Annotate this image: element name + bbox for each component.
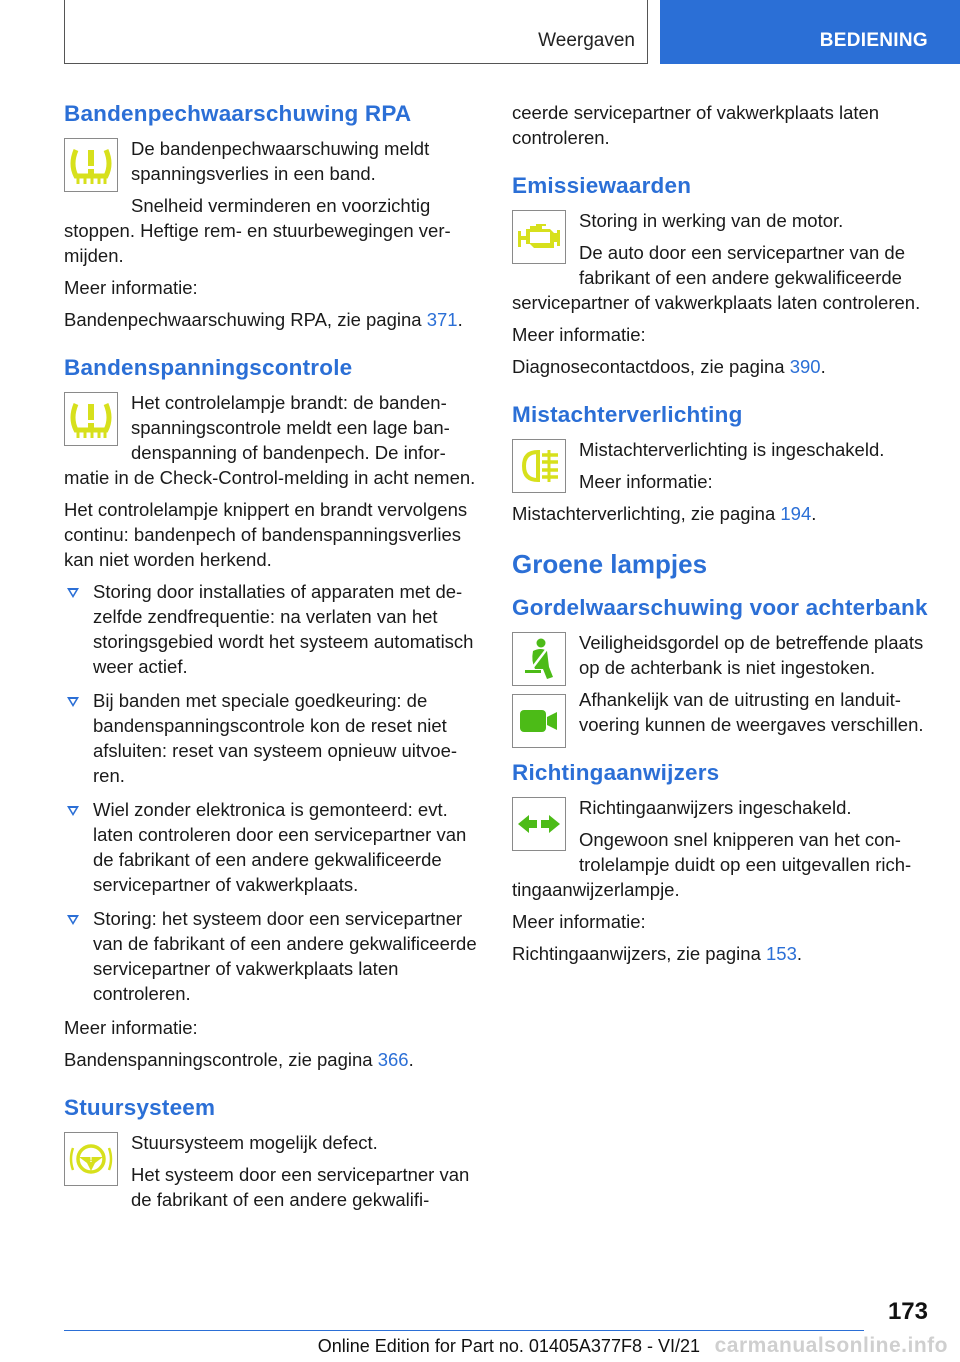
tire-pressure-monitor-icon — [64, 392, 118, 446]
rpa-reference-end: . — [457, 309, 463, 330]
list-item-text: Storing: het systeem door een servicepartner van de fabrikant of een andere gekwalificeerde servicepartner of vakwerkplaats laten controleren. — [93, 908, 477, 1004]
fog-reference-text: Mistachterverlichting, zie pagina — [512, 503, 781, 524]
list-item-text: Storing door installaties of apparaten met dezelfde zendfrequentie: na verlaten van het storingsgebied wordt het systeem automatisch weer actief. — [93, 581, 474, 677]
emission-reference-end: . — [820, 356, 826, 377]
turn-reference-end: . — [796, 943, 803, 964]
triangle-bullet-icon — [67, 915, 79, 925]
emission-text-1: Storing in werking van de motor. — [579, 210, 844, 231]
continued-text: ceerde servicepartner of vakwerkplaats laten controleren. — [512, 102, 880, 148]
tpms-heading: Bandenspanningscontrole — [64, 355, 353, 380]
tpms-text-1: Het controlelampje brandt: de bandenspanningscontrole meldt een lage bandenspanning of bandenpech. De informatie in de Check-Control-melding in acht nemen. — [64, 392, 476, 488]
turn-page-link[interactable]: 153 — [766, 943, 797, 964]
turn-text-2: Ongewoon snel knipperen van het controlelampje duidt op een uitgevallen richtingaanwijzerlampje. — [512, 829, 912, 900]
seatbelt-icon — [512, 632, 566, 686]
page-number: 173 — [887, 1298, 928, 1325]
header-tab-bediening[interactable]: BEDIENING — [660, 0, 960, 64]
steering-wheel-warning-icon — [64, 1132, 118, 1186]
rear-fog-light-icon — [512, 439, 566, 493]
seatbelt-display-icon — [512, 694, 566, 748]
tpms-more-label: Meer informatie: — [64, 1017, 198, 1038]
section-rpa — [64, 100, 482, 332]
tire-pressure-warning-icon — [64, 138, 118, 192]
triangle-bullet-icon — [67, 806, 79, 816]
rpa-heading: Bandenpechwaarschuwing RPA — [64, 101, 412, 126]
turn-text-1: Richtingaanwijzers ingeschakeld. — [579, 797, 852, 818]
rpa-text-1: De bandenpechwaarschuwing meldt spanningsverlies in een band. — [131, 138, 430, 184]
section-steering — [64, 1094, 482, 1212]
list-item — [64, 688, 482, 788]
turn-signal-icon — [512, 797, 566, 851]
emission-reference — [512, 354, 930, 379]
section-belt — [512, 594, 930, 737]
fog-reference-end: . — [811, 503, 817, 524]
tpms-bullet-list — [64, 579, 482, 1006]
tpms-text-2: Het controlelampje knippert en brandt vervolgens continu: bandenpech of bandenspanningsverlies kan niet worden herkend. — [64, 499, 468, 570]
tpms-reference-text: Bandenspanningscontrole, zie pagina — [64, 1049, 378, 1070]
rpa-more-label: Meer informatie: — [64, 277, 198, 298]
footer-watermark: carmanualsonline.info — [714, 1334, 948, 1357]
section-tpms — [64, 354, 482, 1072]
list-item-text: Bij banden met speciale goedkeuring: de bandenspanningscontrole kon de reset niet afsluiten: reset van systeem opnieuw uitvoeren. — [93, 690, 458, 786]
turn-reference-text: Richtingaanwijzers, zie pagina — [512, 943, 766, 964]
tpms-reference — [64, 1047, 482, 1072]
emission-heading: Emissiewaarden — [512, 173, 692, 198]
turn-more-label: Meer informatie: — [512, 911, 646, 932]
steering-heading: Stuursysteem — [64, 1095, 216, 1120]
steering-text-1: Stuursysteem mogelijk defect. — [131, 1132, 378, 1153]
emission-page-link[interactable]: 390 — [789, 356, 821, 377]
emission-text-2: De auto door een servicepartner van de fabrikant of een andere gekwalificeerde servicepartner of vakwerkplaats laten controleren. — [512, 242, 921, 313]
list-item — [64, 797, 482, 897]
tpms-page-link[interactable]: 366 — [377, 1049, 409, 1070]
triangle-bullet-icon — [67, 588, 79, 598]
left-column — [64, 100, 482, 1234]
header-section-title: Weergaven — [538, 30, 635, 51]
right-column — [512, 100, 930, 988]
section-turn — [512, 759, 930, 966]
rpa-text-2: Snelheid verminderen en voorzichtig stoppen. Heftige rem- en stuurbewegingen vermijden. — [64, 195, 451, 266]
fog-reference — [512, 501, 930, 526]
belt-heading: Gordelwaarschuwing voor achterbank — [512, 595, 928, 620]
triangle-bullet-icon — [67, 697, 79, 707]
fog-text-1: Mistachterverlichting is ingeschakeld. — [579, 439, 885, 460]
fog-page-link[interactable]: 194 — [780, 503, 812, 524]
emission-more-label: Meer informatie: — [512, 324, 646, 345]
tpms-reference-end: . — [408, 1049, 414, 1070]
svg-text:!: ! — [89, 1154, 93, 1164]
turn-heading: Richtingaanwijzers — [512, 760, 720, 785]
fog-more-label: Meer informatie: — [579, 471, 713, 492]
engine-check-icon — [512, 210, 566, 264]
green-lights-heading: Groene lampjes — [512, 549, 708, 579]
belt-text-1: Veiligheidsgordel op de betreffende plaats op de achterbank is niet ingestoken. — [579, 632, 924, 678]
section-emission — [512, 172, 930, 379]
list-item-text: Wiel zonder elektronica is gemonteerd: evt. laten controleren door een servicepartner van de fabrikant of een andere gekwalificeerde servicepartner of vakwerkplaats. — [93, 799, 467, 895]
rpa-reference — [64, 307, 482, 332]
section-fog — [512, 401, 930, 526]
rpa-page-link[interactable]: 371 — [426, 309, 458, 330]
steering-text-2: Het systeem door een servicepartner van de fabrikant of een andere gekwalifi- — [131, 1164, 470, 1210]
footer-divider — [64, 1330, 864, 1331]
turn-reference — [512, 941, 930, 966]
footer-edition: Online Edition for Part no. 01405A377F8 - VI/21 — [317, 1336, 700, 1356]
fog-heading: Mistachterverlichting — [512, 402, 743, 427]
list-item — [64, 579, 482, 679]
list-item — [64, 906, 482, 1006]
rpa-reference-text: Bandenpechwaarschuwing RPA, zie pagina — [64, 309, 427, 330]
belt-text-2: Afhankelijk van de uitrusting en landuitvoering kunnen de weergaves verschillen. — [579, 689, 924, 735]
emission-reference-text: Diagnosecontactdoos, zie pagina — [512, 356, 790, 377]
